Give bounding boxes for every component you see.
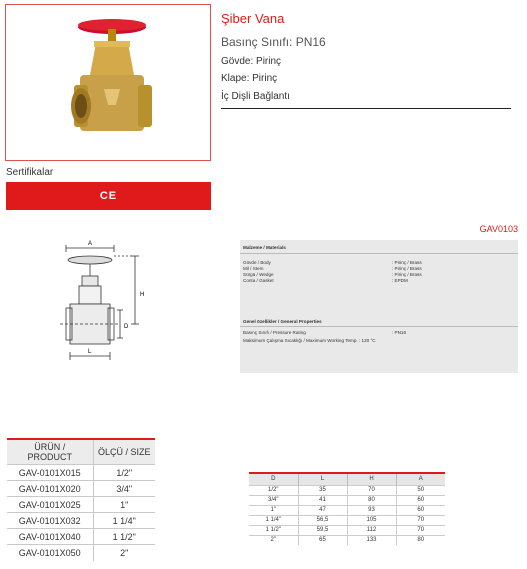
material-name: Conta / Gasket [243, 278, 274, 283]
general-properties-heading: Genel özellikler / General Properties [243, 319, 322, 324]
material-row [243, 278, 513, 283]
divider [240, 326, 518, 327]
dim-cell: 2" [249, 535, 298, 545]
property-name: Basınç Sınıfı / Pressure Rating [243, 330, 306, 335]
material-value: : EPDM [392, 278, 408, 283]
dim-cell: 65 [298, 535, 347, 545]
spec-connection: İç Dişli Bağlantı [221, 91, 290, 102]
table-row [249, 535, 445, 545]
dim-cell: 133 [347, 535, 396, 545]
dim-cell: 47 [298, 505, 347, 515]
column-header: A [396, 473, 445, 485]
materials-panel [240, 240, 518, 373]
property-value: : PN16 [392, 330, 407, 335]
size-cell: 1 1/4" [93, 513, 155, 529]
dim-cell: 70 [396, 515, 445, 525]
product-code-cell: GAV-0101X040 [7, 529, 93, 545]
table-row [7, 497, 155, 513]
dim-cell: 93 [347, 505, 396, 515]
certificates-label: Sertifikalar [6, 167, 54, 178]
table-row [249, 505, 445, 515]
column-header: H [347, 473, 396, 485]
table-row [249, 525, 445, 535]
divider [221, 108, 511, 109]
dim-cell: 41 [298, 495, 347, 505]
ce-certificate-badge[interactable]: CE [6, 182, 211, 210]
dim-label-l: L [88, 349, 92, 355]
dimension-table [249, 472, 445, 545]
product-photo [5, 4, 211, 161]
table-row [249, 515, 445, 525]
pressure-class: Basınç Sınıfı: PN16 [221, 35, 326, 49]
column-header: D [249, 473, 298, 485]
table-row [7, 529, 155, 545]
dim-cell: 35 [298, 485, 347, 495]
spec-wedge: Klape: Pirinç [221, 73, 278, 84]
dim-cell: 112 [347, 525, 396, 535]
size-cell: 1/2" [93, 465, 155, 481]
dim-cell: 1 1/2" [249, 525, 298, 535]
column-header: L [298, 473, 347, 485]
property-row [243, 330, 513, 335]
divider [240, 253, 518, 254]
size-cell: 3/4" [93, 481, 155, 497]
dim-cell: 70 [347, 485, 396, 495]
column-header: ÜRÜN / PRODUCT [7, 439, 93, 465]
table-row [7, 465, 155, 481]
material-value: : Pirinç / Brass [392, 260, 422, 265]
material-value: : Pirinç / Brass [392, 272, 422, 277]
size-cell: 1 1/2" [93, 529, 155, 545]
table-row [7, 545, 155, 561]
material-name: Gövde / Body [243, 260, 271, 265]
dim-cell: 80 [396, 535, 445, 545]
dim-cell: 1" [249, 505, 298, 515]
dim-cell: 60 [396, 495, 445, 505]
materials-heading: Malzeme / Materials [243, 245, 286, 250]
property-name: Maksimum Çalışma Sıcaklığı / Maximum Working Temp. : 120 °C [243, 338, 376, 343]
product-code: GAV0103 [479, 224, 518, 234]
size-cell: 1" [93, 497, 155, 513]
dim-cell: 56,5 [298, 515, 347, 525]
dim-cell: 1 1/4" [249, 515, 298, 525]
technical-drawing [40, 238, 160, 368]
dim-cell: 80 [347, 495, 396, 505]
product-code-cell: GAV-0101X020 [7, 481, 93, 497]
product-title: Şiber Vana [221, 11, 285, 26]
dim-cell: 105 [347, 515, 396, 525]
material-row [243, 272, 513, 277]
table-row [249, 485, 445, 495]
dim-cell: 3/4" [249, 495, 298, 505]
material-value: : Pirinç / Brass [392, 266, 422, 271]
dim-label-d: D [124, 324, 129, 330]
dim-cell: 60 [396, 505, 445, 515]
material-name: Sürgü / Wedge [243, 272, 274, 277]
dim-cell: 1/2" [249, 485, 298, 495]
gate-valve-image [6, 5, 210, 160]
table-row [7, 513, 155, 529]
product-code-cell: GAV-0101X025 [7, 497, 93, 513]
material-row [243, 260, 513, 265]
product-code-cell: GAV-0101X032 [7, 513, 93, 529]
dim-cell: 59,5 [298, 525, 347, 535]
dim-cell: 50 [396, 485, 445, 495]
dim-label-h: H [140, 292, 145, 298]
spec-body: Gövde: Pirinç [221, 56, 282, 67]
dim-cell: 70 [396, 525, 445, 535]
column-header: ÖLÇÜ / SIZE [93, 439, 155, 465]
material-row [243, 266, 513, 271]
dim-label-a: A [88, 241, 93, 247]
product-code-cell: GAV-0101X015 [7, 465, 93, 481]
table-row [249, 495, 445, 505]
material-name: Mil / Stem [243, 266, 264, 271]
property-row [243, 338, 513, 343]
product-size-table [7, 438, 155, 561]
size-cell: 2" [93, 545, 155, 561]
table-row [7, 481, 155, 497]
product-code-cell: GAV-0101X050 [7, 545, 93, 561]
